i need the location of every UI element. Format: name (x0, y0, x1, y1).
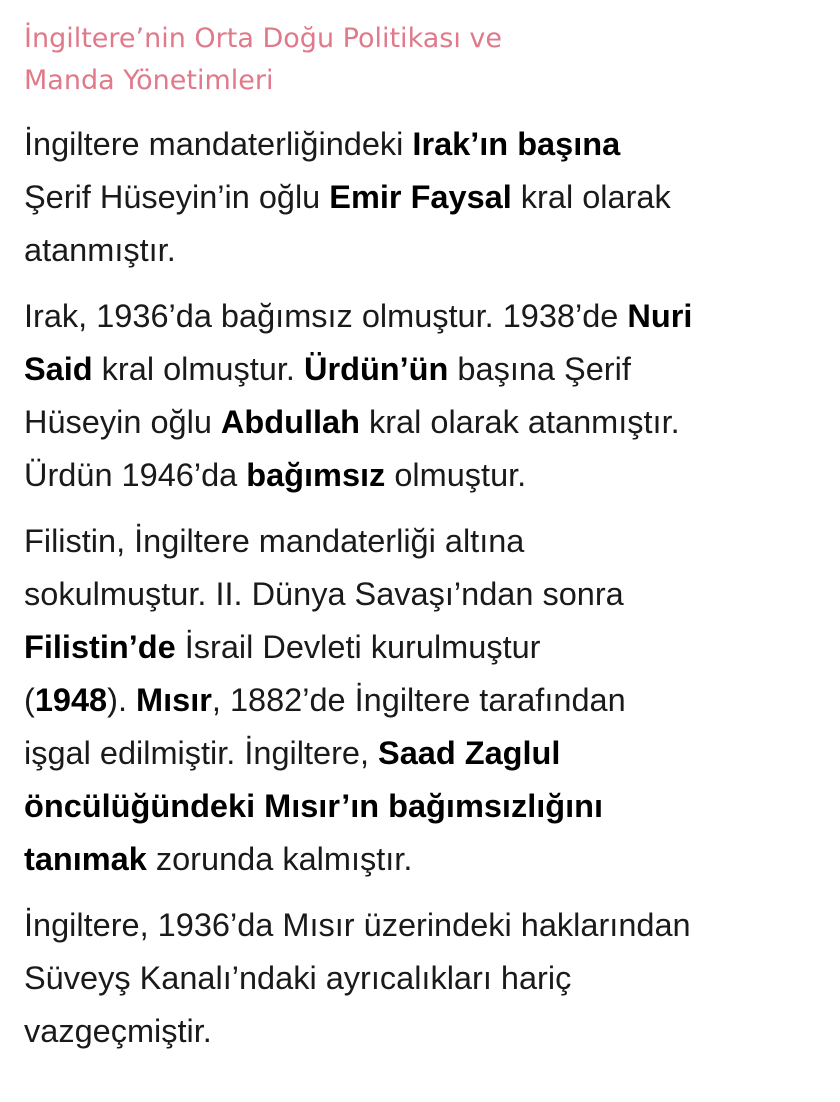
section-title (24, 18, 824, 102)
text-line (24, 343, 824, 396)
text-run: İngiltere mandaterliğindeki (24, 126, 413, 162)
text-line (24, 224, 824, 277)
bold-text: bağımsız (246, 457, 386, 493)
bold-text: Said (24, 351, 93, 387)
section-title-line: Manda Yönetimleri (24, 65, 274, 96)
text-run: zorunda kalmıştır. (146, 841, 413, 877)
text-line (24, 1005, 824, 1058)
text-run: Şerif Hüseyin’in oğlu (24, 179, 330, 215)
text-run: başına Şerif (448, 351, 631, 387)
text-run: İngiltere, 1936’da Mısır üzerindeki haklarından (24, 907, 691, 943)
document-page (24, 18, 824, 1071)
text-line (24, 449, 824, 502)
text-run: sokulmuştur. II. Dünya Savaşı’ndan sonra (24, 576, 624, 612)
text-run: kral olmuştur. (92, 351, 304, 387)
bold-text: Abdullah (220, 404, 360, 440)
text-line (24, 396, 824, 449)
bold-text: Mısır (136, 682, 212, 718)
text-line (24, 515, 824, 568)
text-line (24, 674, 824, 727)
paragraph-filistin-misir (24, 515, 824, 886)
bold-text: tanımak (24, 841, 147, 877)
text-run: olmuştur. (385, 457, 527, 493)
text-run: kral olarak (511, 179, 671, 215)
bold-text: Ürdün’ün (303, 351, 449, 387)
bold-text: öncülüğündeki Mısır’ın bağımsızlığını (24, 788, 604, 824)
text-line (24, 727, 824, 780)
paragraph-irak-faysal (24, 118, 824, 277)
text-run: Filistin, İngiltere mandaterliği altına (24, 523, 525, 559)
text-line (24, 780, 824, 833)
text-run: vazgeçmiştir. (24, 1013, 212, 1049)
text-run: Hüseyin oğlu (24, 404, 221, 440)
text-run: Ürdün 1946’da (24, 457, 247, 493)
text-line (24, 833, 824, 886)
text-run: atanmıştır. (24, 232, 176, 268)
bold-text: Nuri (627, 298, 693, 334)
text-run: İsrail Devleti kurulmuştur (175, 629, 541, 665)
paragraph-irak-urdun (24, 290, 824, 502)
text-run: ( (24, 682, 35, 718)
text-line (24, 118, 824, 171)
text-line (24, 171, 824, 224)
bold-text: Irak’ın başına (412, 126, 621, 162)
section-title-line: İngiltere’nin Orta Doğu Politikası ve (24, 23, 503, 54)
text-run: Irak, 1936’da bağımsız olmuştur. 1938’de (24, 298, 628, 334)
text-line (24, 568, 824, 621)
text-run: ). (107, 682, 137, 718)
text-run: , 1882’de İngiltere tarafından (211, 682, 626, 718)
text-run: Süveyş Kanalı’ndaki ayrıcalıkları hariç (24, 960, 572, 996)
bold-text: Filistin’de (24, 629, 176, 665)
text-line (24, 899, 824, 952)
text-line (24, 290, 824, 343)
bold-text: 1948 (34, 682, 108, 718)
paragraph-suveys (24, 899, 824, 1058)
text-line (24, 952, 824, 1005)
bold-text: Saad Zaglul (378, 735, 561, 771)
text-run: işgal edilmiştir. İngiltere, (24, 735, 379, 771)
text-line (24, 621, 824, 674)
bold-text: Emir Faysal (329, 179, 512, 215)
text-run: kral olarak atanmıştır. (359, 404, 680, 440)
